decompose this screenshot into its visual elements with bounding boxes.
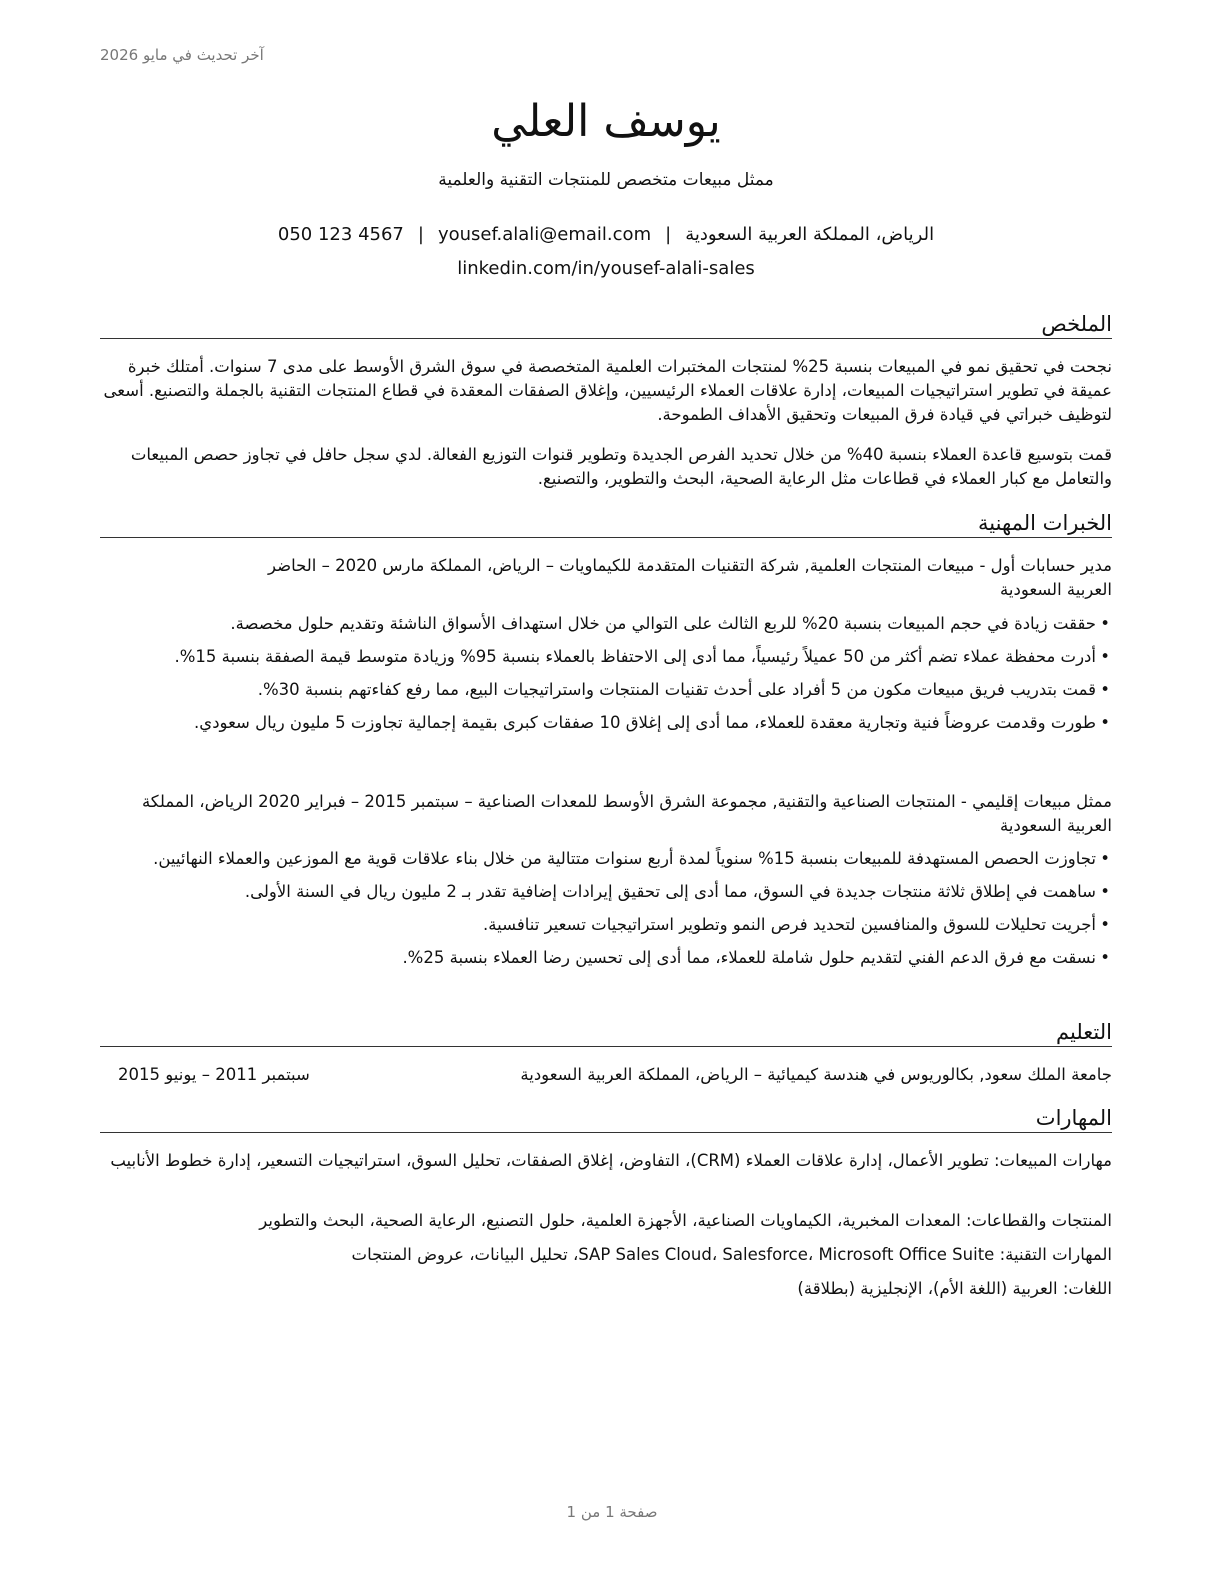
job-bullet: • طورت وقدمت عروضاً فنية وتجارية معقدة للعملاء، مما أدى إلى إغلاق 10 صفقات كبرى بقيمة إجمالية تجاوزت 5 مليون ريال سعودي. bbox=[100, 711, 1096, 735]
education-dates: سبتمبر 2011 – يونيو 2015 bbox=[118, 1065, 310, 1084]
job-bullet: • تجاوزت الحصص المستهدفة للمبيعات بنسبة 15% سنوياً لمدة أربع سنوات متتالية من خلال بناء علاقات قوية مع الموزعين والعملاء النهائيين. bbox=[100, 847, 1096, 871]
location: الرياض، المملكة العربية السعودية bbox=[685, 224, 935, 245]
page-number: صفحة 1 من 1 bbox=[566, 1503, 658, 1521]
separator: | bbox=[417, 224, 424, 245]
experience-title: الخبرات المهنية bbox=[100, 509, 1112, 538]
summary-paragraph-1: نجحت في تحقيق نمو في المبيعات بنسبة 25% لمنتجات المختبرات العلمية المتخصصة في سوق الشرق الأوسط على مدى 7 سنوات. أمتلك خبرة عميقة في تطوير استراتيجيات المبيعات، إدارة علاقات العملاء الرئيسيين، وإغلاق الصفقات المعقدة في قطاع المنتجات التقنية بالجملة والتصنيع. أسعى لتوظيف خبراتي في قيادة فرق المبيعات وتحقيق الأهداف الطموحة. bbox=[103, 357, 1112, 424]
job-bullet: • ساهمت في إطلاق ثلاثة منتجات جديدة في السوق، مما أدى إلى تحقيق إيرادات إضافية تقدر بـ 2 مليون ريال في السنة الأولى. bbox=[100, 880, 1096, 904]
job-heading: ممثل مبيعات إقليمي - المنتجات الصناعية والتقنية, مجموعة الشرق الأوسط للمعدات الصناعية – سبتمبر 2015 – فبراير 2020 الرياض، المملكة العربية السعودية bbox=[141, 792, 1112, 835]
job-bullets bbox=[100, 612, 1112, 744]
summary-title: الملخص bbox=[100, 310, 1112, 339]
job-bullets bbox=[100, 847, 1112, 979]
education-title: التعليم bbox=[100, 1018, 1112, 1047]
phone: 050 123 4567 bbox=[277, 224, 404, 245]
skills-languages: اللغات: العربية (اللغة الأم)، الإنجليزية (بطلاقة) bbox=[797, 1279, 1112, 1298]
candidate-name: يوسف العلي bbox=[491, 96, 721, 147]
job-bullet: • أجريت تحليلات للسوق والمنافسين لتحديد فرص النمو وتطوير استراتيجيات تسعير تنافسية. bbox=[100, 913, 1096, 937]
headline: ممثل مبيعات متخصص للمنتجات التقنية والعلمية bbox=[438, 170, 774, 190]
education-entry bbox=[100, 1063, 1112, 1087]
skills-products: المنتجات والقطاعات: المعدات المخبرية، الكيماويات الصناعية، الأجهزة العلمية، حلول التصنيع، الرعاية الصحية، البحث والتطوير bbox=[259, 1211, 1112, 1230]
education-institution: جامعة الملك سعود, بكالوريوس في هندسة كيميائية – الرياض، المملكة العربية السعودية bbox=[520, 1065, 1112, 1084]
job-bullet: • نسقت مع فرق الدعم الفني لتقديم حلول شاملة للعملاء، مما أدى إلى تحسين رضا العملاء بنسبة 25%. bbox=[100, 946, 1096, 970]
skills-title: المهارات bbox=[100, 1104, 1112, 1133]
email[interactable]: yousef.alali@email.com bbox=[437, 224, 652, 245]
job-heading: مدير حسابات أول - مبيعات المنتجات العلمية, شركة التقنيات المتقدمة للكيماويات – الرياض، المملكة مارس 2020 – الحاضر العربية السعودية bbox=[267, 556, 1112, 599]
contact-line bbox=[100, 224, 1112, 245]
job-bullet: • حققت زيادة في حجم المبيعات بنسبة 20% للربع الثالث على التوالي من خلال استهداف الأسواق الناشئة وتقديم حلول مخصصة. bbox=[100, 612, 1096, 636]
job-bullet: • أدرت محفظة عملاء تضم أكثر من 50 عميلاً رئيسياً، مما أدى إلى الاحتفاظ بالعملاء بنسبة 95% وزيادة متوسط قيمة الصفقة بنسبة 15%. bbox=[100, 645, 1096, 669]
job-bullet: • قمت بتدريب فريق مبيعات مكون من 5 أفراد على أحدث تقنيات المنتجات واستراتيجيات البيع، مما رفع كفاءتهم بنسبة 30%. bbox=[100, 678, 1096, 702]
separator: | bbox=[665, 224, 672, 245]
linkedin-link[interactable]: linkedin.com/in/yousef-alali-sales bbox=[457, 258, 755, 279]
resume-page bbox=[100, 0, 1112, 1584]
skills-technical: المهارات التقنية: SAP Sales Cloud، Salesforce، Microsoft Office Suite، تحليل البيانات، عروض المنتجات bbox=[351, 1245, 1112, 1264]
last-updated: آخر تحديث في مايو 2026 bbox=[100, 46, 264, 64]
skills-sales: مهارات المبيعات: تطوير الأعمال، إدارة علاقات العملاء (CRM)، التفاوض، إغلاق الصفقات، تحليل السوق، استراتيجيات التسعير، إدارة خطوط الأنابيب bbox=[110, 1151, 1112, 1170]
summary-paragraph-2: قمت بتوسيع قاعدة العملاء بنسبة 40% من خلال تحديد الفرص الجديدة وتطوير قنوات التوزيع الفعالة. لدي سجل حافل في تجاوز حصص المبيعات والتعامل مع كبار العملاء في قطاعات مثل الرعاية الصحية، البحث والتطوير، والتصنيع. bbox=[130, 445, 1112, 488]
